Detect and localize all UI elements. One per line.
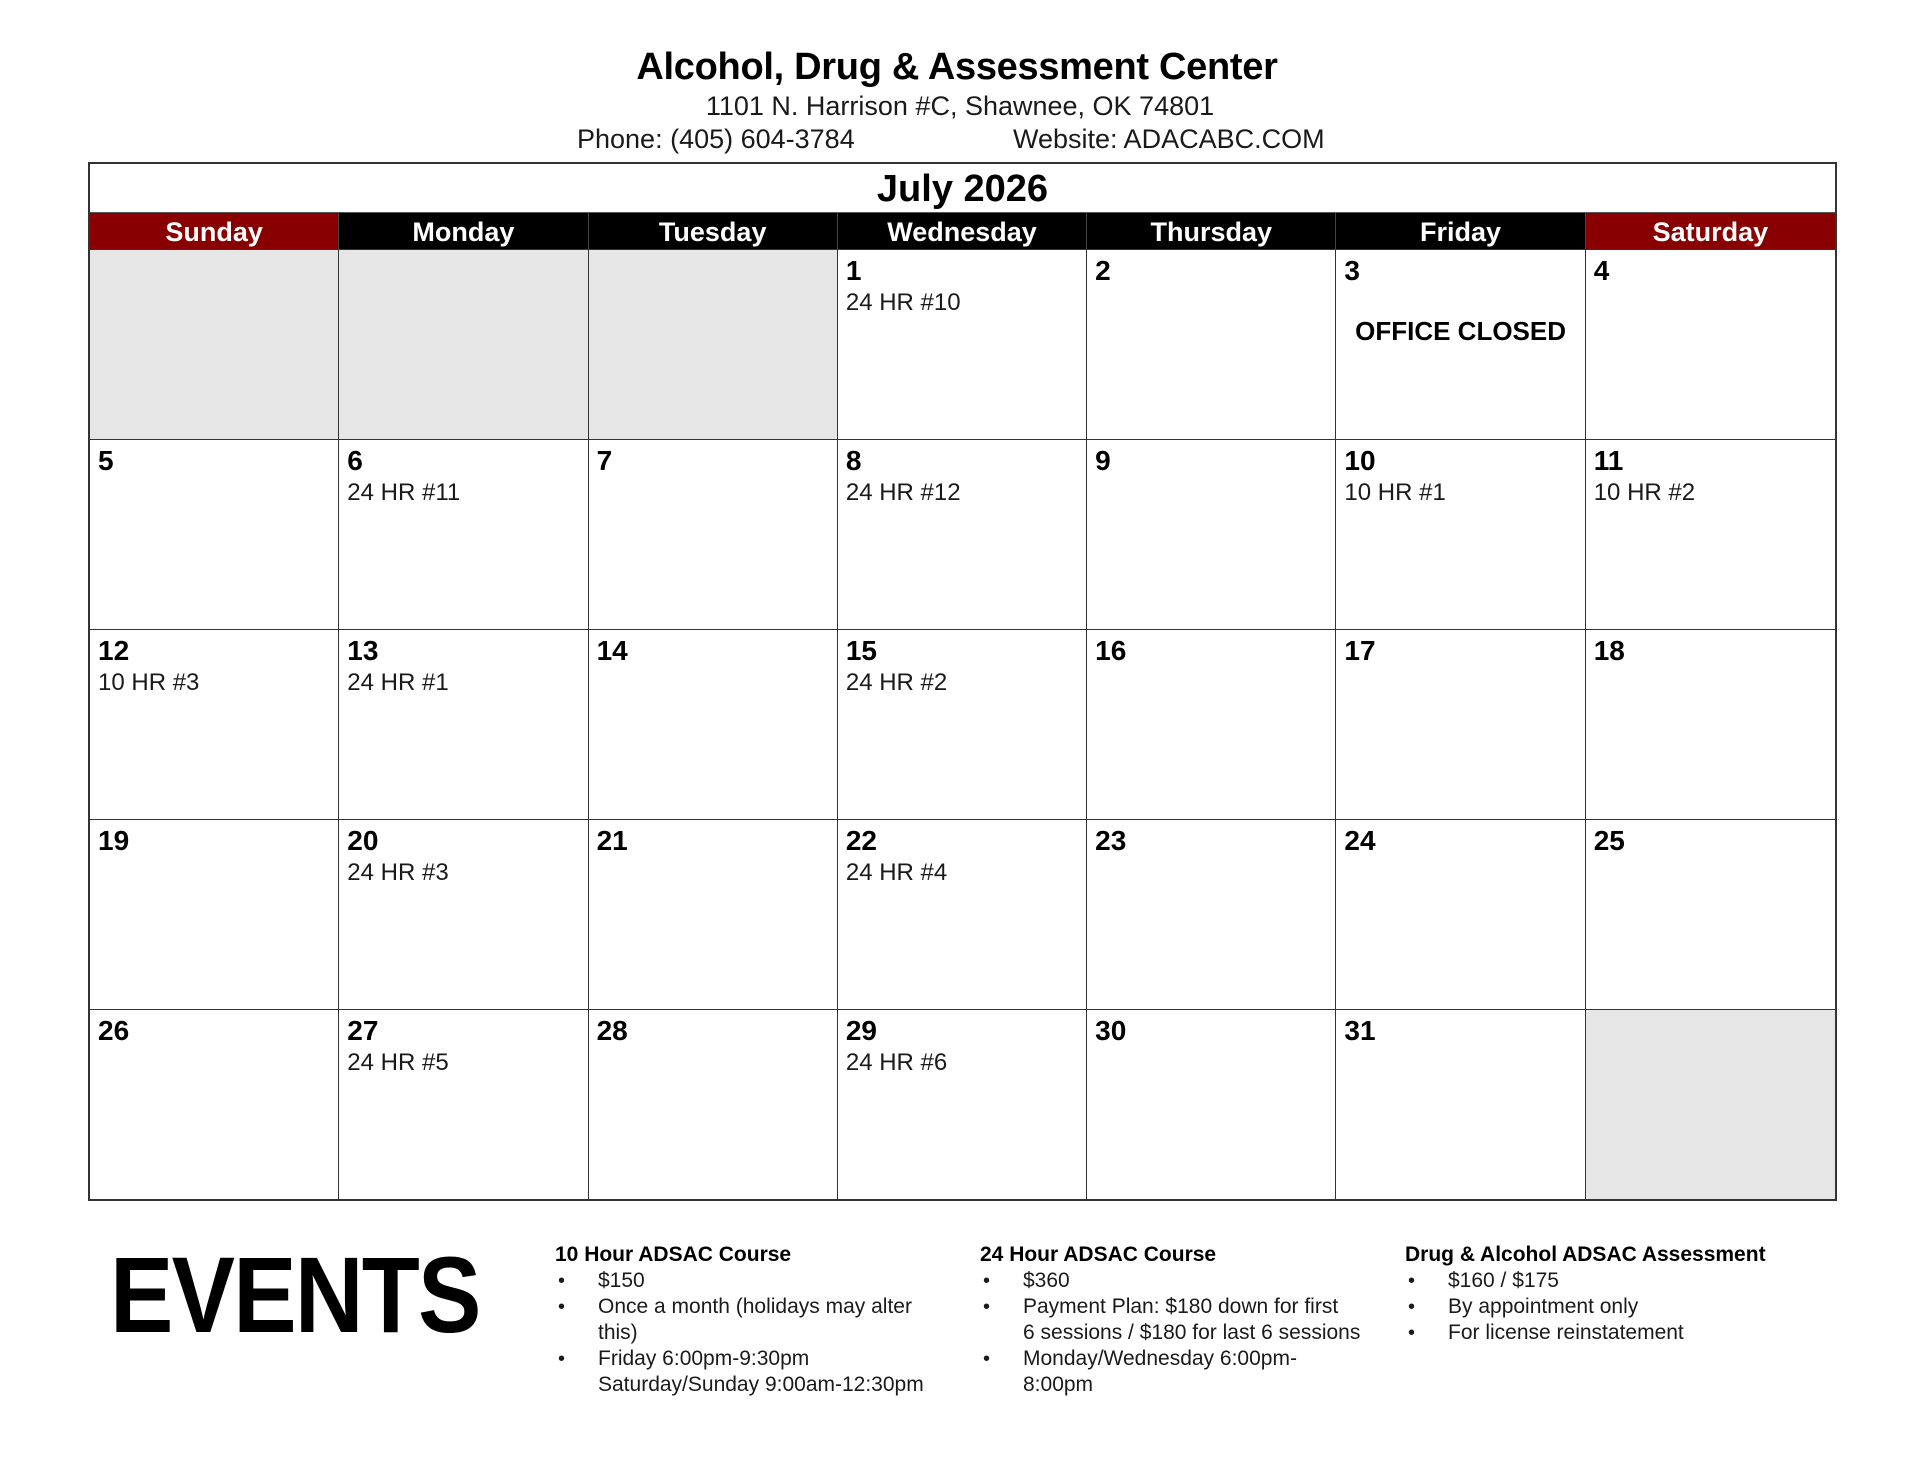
- day-note: OFFICE CLOSED: [1355, 316, 1567, 346]
- day-number: 19: [98, 825, 130, 856]
- calendar-day-cell: [838, 819, 1087, 1009]
- day-number: 17: [1344, 635, 1376, 666]
- event-details-list: [980, 1268, 1370, 1398]
- day-event-label: 24 HR #4: [845, 859, 948, 886]
- day-event-label: 24 HR #5: [347, 1049, 449, 1076]
- calendar-day-cell: [1336, 1009, 1585, 1199]
- event-heading: Drug & Alcohol ADSAC Assessment: [1405, 1243, 1766, 1266]
- day-number: 5: [98, 445, 114, 476]
- day-number: 15: [845, 635, 877, 666]
- event-detail-item: • $360: [983, 1269, 1070, 1292]
- org-phone: Phone: (405) 604-3784: [577, 124, 855, 154]
- event-detail-item: • Payment Plan: $180 down for first 6 sessions / $180 for last 6 sessions: [983, 1295, 1361, 1344]
- calendar-day-cell: [90, 439, 339, 629]
- day-number: 18: [1593, 635, 1625, 666]
- day-number: 3: [1344, 255, 1360, 286]
- calendar-day-cell: [589, 629, 838, 819]
- day-number: 23: [1095, 825, 1127, 856]
- day-number: 21: [596, 825, 628, 856]
- day-event-label: 10 HR #3: [98, 669, 200, 696]
- calendar-grid: [90, 249, 1835, 1199]
- weekday-header-row: [90, 213, 1835, 249]
- day-number: 16: [1095, 635, 1127, 666]
- day-number: 28: [596, 1015, 628, 1046]
- day-number: 14: [596, 635, 628, 666]
- weekday-header-saturday: Saturday: [1586, 213, 1835, 249]
- calendar-day-cell: [1336, 249, 1585, 439]
- weekday-header-tuesday: Tuesday: [589, 213, 838, 249]
- calendar-day-cell: [589, 439, 838, 629]
- bullet-icon: •: [558, 1348, 566, 1370]
- bullet-icon: •: [983, 1348, 991, 1370]
- event-detail-item: • Monday/Wednesday 6:00pm- 8:00pm: [983, 1347, 1297, 1396]
- day-number: 2: [1095, 255, 1111, 286]
- bullet-icon: •: [1408, 1322, 1416, 1344]
- calendar-blank-cell: [339, 249, 588, 439]
- event-detail-item: • $150: [558, 1269, 645, 1292]
- weekday-header-thursday: Thursday: [1087, 213, 1336, 249]
- day-number: 25: [1593, 825, 1625, 856]
- day-number: 13: [347, 635, 379, 666]
- calendar-day-cell: [339, 819, 588, 1009]
- calendar-day-cell: [90, 1009, 339, 1199]
- calendar-day-cell: [1336, 819, 1585, 1009]
- calendar-day-cell: [1586, 819, 1835, 1009]
- event-details-list: [1405, 1268, 1805, 1346]
- calendar-month-title: July 2026: [90, 164, 1835, 213]
- calendar-day-cell: [1087, 249, 1336, 439]
- calendar-blank-cell: [589, 249, 838, 439]
- calendar-day-cell: [1087, 819, 1336, 1009]
- calendar-day-cell: [1586, 629, 1835, 819]
- calendar: [88, 162, 1837, 1201]
- org-contact: [0, 122, 1920, 156]
- calendar-day-cell: [339, 1009, 588, 1199]
- day-number: 4: [1593, 255, 1610, 286]
- weekday-header-sunday: Sunday: [90, 213, 339, 249]
- calendar-day-cell: [838, 439, 1087, 629]
- bullet-icon: •: [1408, 1270, 1416, 1292]
- day-number: 26: [98, 1015, 130, 1046]
- calendar-day-cell: [339, 439, 588, 629]
- calendar-day-cell: [1336, 439, 1585, 629]
- day-number: 10: [1344, 445, 1376, 476]
- day-event-label: 24 HR #2: [845, 669, 948, 696]
- day-number: 31: [1344, 1015, 1376, 1046]
- org-name: Alcohol, Drug & Assessment Center: [636, 46, 1278, 88]
- event-heading: 24 Hour ADSAC Course: [980, 1243, 1217, 1266]
- org-address: 1101 N. Harrison #C, Shawnee, OK 74801: [705, 91, 1215, 121]
- event-detail-item: • Friday 6:00pm-9:30pm Saturday/Sunday 9:00am-12:30pm: [558, 1347, 924, 1396]
- day-number: 9: [1095, 445, 1111, 476]
- day-event-label: 10 HR #2: [1593, 479, 1696, 506]
- org-header: [0, 44, 1920, 156]
- event-adsac-assessment: [1405, 1242, 1805, 1346]
- org-website: Website: ADACABC.COM: [1013, 124, 1325, 154]
- day-event-label: 24 HR #11: [347, 479, 461, 506]
- weekday-header-monday: Monday: [339, 213, 588, 249]
- weekday-header-friday: Friday: [1336, 213, 1585, 249]
- bullet-icon: •: [983, 1296, 991, 1318]
- day-event-label: 24 HR #1: [347, 669, 449, 696]
- event-24-hour-course: [980, 1242, 1370, 1398]
- calendar-day-cell: [90, 629, 339, 819]
- calendar-day-cell: [589, 819, 838, 1009]
- day-number: 27: [347, 1015, 379, 1046]
- bullet-icon: •: [983, 1270, 991, 1292]
- calendar-blank-cell: [1586, 1009, 1835, 1199]
- calendar-day-cell: [339, 629, 588, 819]
- day-event-label: 24 HR #3: [347, 859, 449, 886]
- day-number: 6: [347, 445, 363, 476]
- event-detail-item: • Once a month (holidays may alter this): [558, 1295, 912, 1344]
- calendar-day-cell: [838, 249, 1087, 439]
- day-number: 29: [845, 1015, 877, 1046]
- calendar-day-cell: [1586, 439, 1835, 629]
- day-number: 22: [845, 825, 877, 856]
- calendar-blank-cell: [90, 249, 339, 439]
- day-event-label: 24 HR #12: [845, 479, 961, 506]
- day-number: 11: [1593, 445, 1624, 476]
- calendar-day-cell: [838, 629, 1087, 819]
- calendar-day-cell: [589, 1009, 838, 1199]
- day-number: 30: [1095, 1015, 1127, 1046]
- day-number: 1: [845, 255, 862, 286]
- event-heading: 10 Hour ADSAC Course: [555, 1243, 792, 1266]
- calendar-day-cell: [1087, 1009, 1336, 1199]
- event-detail-item: • $160 / $175: [1408, 1269, 1559, 1292]
- day-number: 7: [596, 445, 613, 476]
- calendar-day-cell: [1336, 629, 1585, 819]
- events-title: EVENTS: [110, 1234, 480, 1355]
- event-detail-item: • By appointment only: [1408, 1295, 1639, 1318]
- bullet-icon: •: [558, 1270, 566, 1292]
- calendar-day-cell: [1087, 439, 1336, 629]
- day-number: 12: [98, 635, 130, 666]
- bullet-icon: •: [1408, 1296, 1416, 1318]
- day-number: 20: [347, 825, 379, 856]
- day-number: 24: [1344, 825, 1376, 856]
- event-10-hour-course: [555, 1242, 955, 1398]
- day-event-label: 10 HR #1: [1344, 479, 1446, 506]
- day-event-label: 24 HR #6: [845, 1049, 948, 1076]
- bullet-icon: •: [558, 1296, 566, 1318]
- day-event-label: 24 HR #10: [845, 289, 961, 316]
- calendar-day-cell: [90, 819, 339, 1009]
- event-detail-item: • For license reinstatement: [1408, 1321, 1684, 1344]
- event-details-list: [555, 1268, 955, 1398]
- weekday-header-wednesday: Wednesday: [838, 213, 1087, 249]
- day-number: 8: [845, 445, 862, 476]
- calendar-day-cell: [838, 1009, 1087, 1199]
- calendar-day-cell: [1586, 249, 1835, 439]
- calendar-day-cell: [1087, 629, 1336, 819]
- events-section: [0, 1230, 1920, 1470]
